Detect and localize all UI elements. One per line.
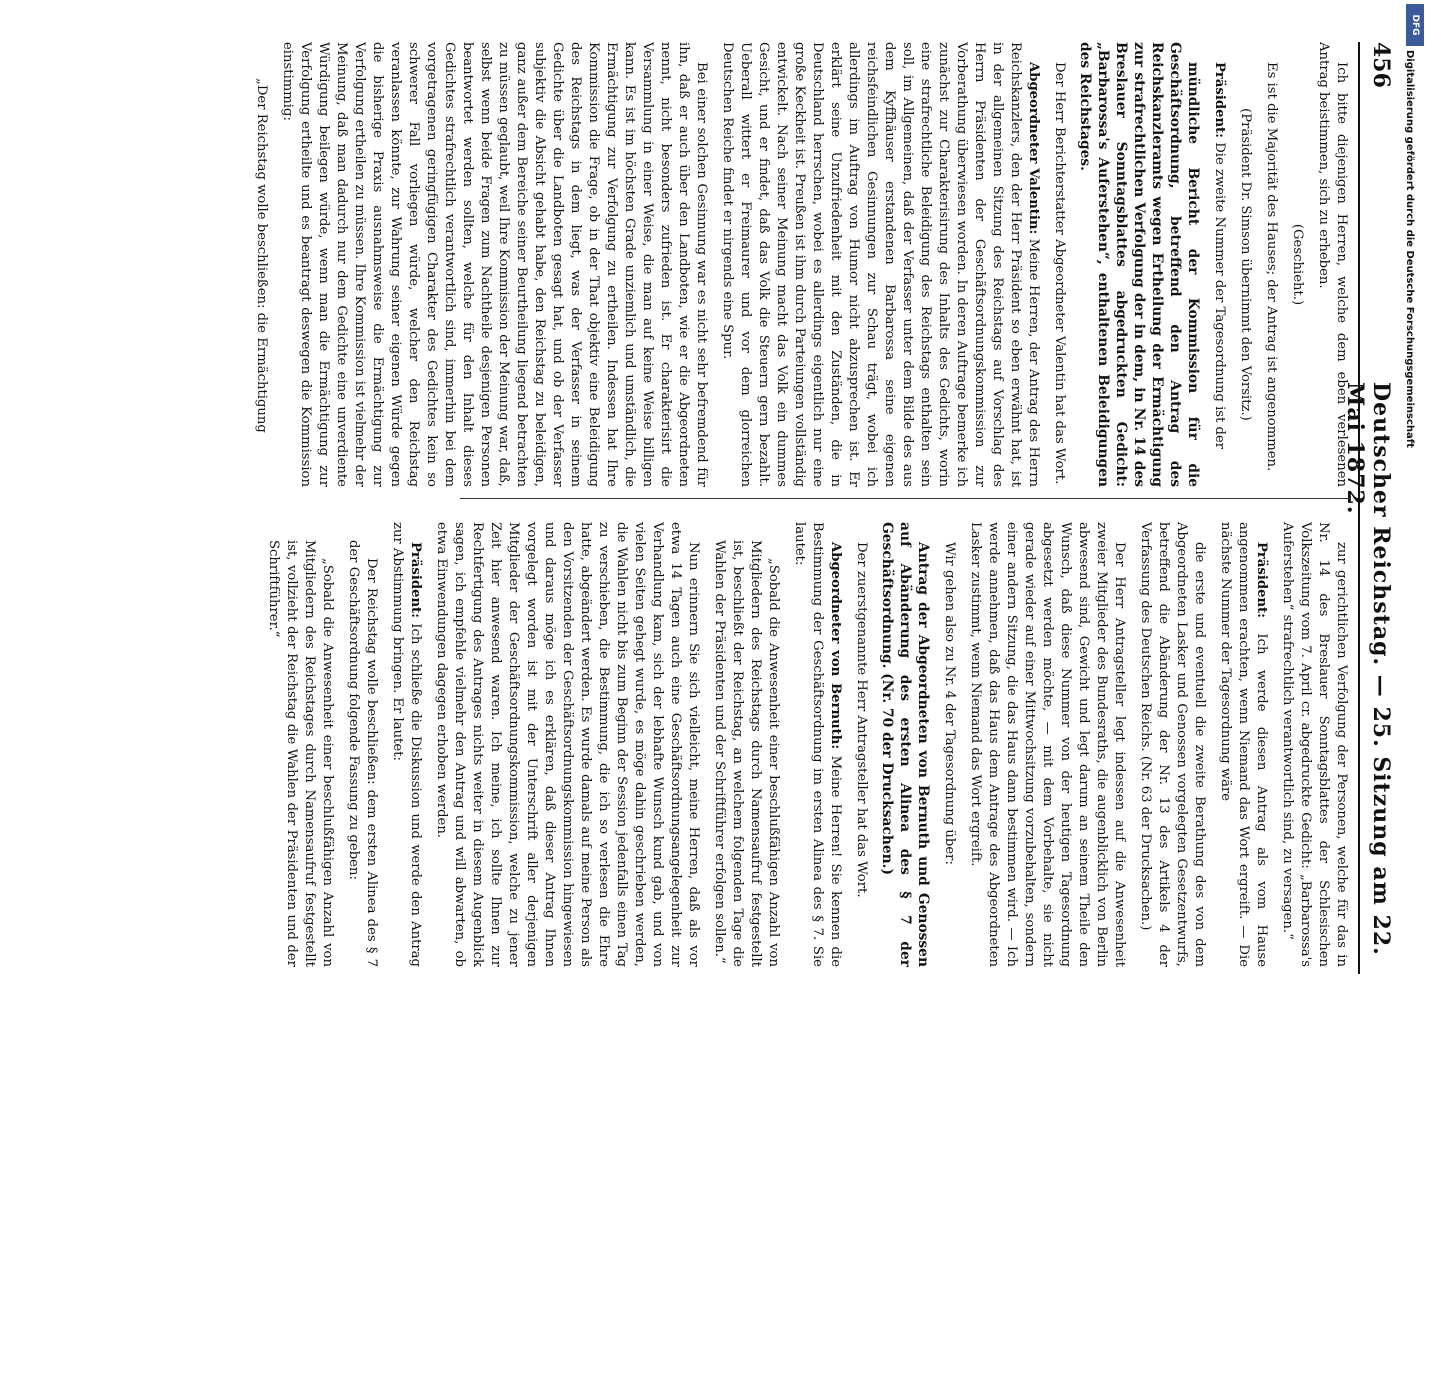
page-number: 456 bbox=[1368, 42, 1394, 88]
column-divider bbox=[460, 498, 1350, 499]
paragraph-text: (Geschieht.) bbox=[1290, 223, 1305, 306]
paragraph bbox=[1210, 42, 1228, 487]
left-column bbox=[244, 42, 1350, 487]
paragraph bbox=[966, 522, 1128, 967]
paragraph-text: Die zweite Nummer der Tagesordnung ist der bbox=[1212, 138, 1227, 450]
paragraph bbox=[1136, 522, 1208, 967]
speaker-label: Präsident: bbox=[1254, 542, 1269, 619]
paragraph-text: die erste und eventuell die zweite Berathung des von dem Abgeordneten Lasker und Genossen vorgelegten Gesetzentwurfs, betreffend die Abänderung der Nr. 13 des Artikels 4 der Verfassung des Deutschen Reichs. (Nr. 63 der Drucksachen.) bbox=[1138, 522, 1207, 967]
paragraph bbox=[852, 522, 870, 967]
paragraph bbox=[940, 522, 958, 967]
dfg-logo: DFG bbox=[1406, 4, 1424, 46]
paragraph-text: Nun erinnern Sie sich vielleicht, meine Herren, daß als vor etwa 14 Tagen auch eine Geschäftsordnungsangelegenheit zur Verhandlung kam, sich der lebhafte Wunsch kund gab, und von vielen Seiten gehegt wurde, es möge dahin geschrieben werden, die Wahlen nicht bis zum Beginn der Session jedenfalls einen Tag zu verschieben, die Bestimmung, die ich so verlesen die Ehre hatte, abgeändert werden. Es wurde damals auf meine Person als den Vorsitzenden der Geschäftsordnungskommission hingewiesen und daraus möge ich es erklären, daß dieser Antrag Ihnen vorgelegt worden ist mit der Unterschrift aller derjenigen Mitglieder der Geschäftsordnungskommission, welche zu jener Zeit hier anwesend waren. Ich meine, ich sollte Ihnen zur Rechtfertigung des Antrages nichts weiter in diesem Augenblick sagen, ich empfehle vielmehr den Antrag und will abwarten, ob etwa Einwendungen dagegen erhoben werden. bbox=[434, 522, 701, 967]
paragraph-text: Wir gehen also zu Nr. 4 der Tagesordnung über: bbox=[942, 542, 957, 865]
paragraph bbox=[1050, 42, 1068, 487]
digitization-credit: Digitalisierung gefördert durch die Deutsche Forschungsgemeinschaft bbox=[1404, 50, 1415, 448]
paragraph bbox=[1076, 42, 1202, 487]
right-column bbox=[256, 522, 1350, 967]
speaker-label: Präsident: bbox=[408, 542, 423, 619]
paragraph bbox=[718, 42, 1042, 487]
paragraph-text: Meine Herren, der Antrag des Herrn Reichskanzlers, den der Herr Präsident so eben erwähnt hat, ist in der allgemeinen Sitzung des Reichstags auf Vorschlag des Herrn Präsidenten der Geschäftsordnungskommission zur Vorberathung überwiesen worden. In deren Auftrage bemerke ich zunächst zur Charakterisirung des Inhalts des Gedichts, worin eine strafrechtliche Beleidigung des Reichstags enthalten sein soll, im Allgemeinen, daß der Verfasser unter dem Bilde des aus dem Kyffhäuser erstandenen Barbarossa seine eigenen reichsfeindlichen Gesinnungen zur Schau trägt, wobei ich allerdings im Auftrag von Humor nicht abzusprechen ist. Er erklärt seine Unzufriedenheit mit den Zuständen, die in Deutschland herrschen, wobei es allerdings eigentlich nur eine große Keckheit ist. Preußen ist ihm durch Parteiungen vollständig entwickelt. Nach seiner Meinung macht das Volk ein dummes Gesicht, und er findet, daß das Volk die Steuern gern bezahlt. Ueberall wittert er Freimaurer und vor dem glorreichen Deutschen Reiche findet er nirgends eine Spur. bbox=[720, 42, 1041, 487]
paragraph bbox=[1236, 42, 1254, 487]
paragraph bbox=[1314, 42, 1350, 487]
paragraph bbox=[252, 60, 270, 487]
paragraph-text: Der Herr Berichterstatter Abgeordneter Valentin hat das Wort. bbox=[1052, 62, 1067, 485]
paragraph-text: „Der Reichstag wolle beschließen: die Ermächtigung bbox=[254, 78, 269, 433]
paragraph-text: Meine Herren! Sie kennen die Bestimmung der Geschäftsordnung im ersten Alinea des § 7. Sie lautet: bbox=[792, 522, 843, 967]
paragraph-text: Ich bitte diejenigen Herren, welche dem eben verlesenen Antrag beistimmen, sich zu erheben. bbox=[1316, 42, 1349, 487]
paragraph bbox=[432, 522, 702, 967]
paragraph bbox=[878, 522, 932, 967]
paragraph-text: Bei einer solchen Gesinnung war es nicht sehr befremdend für ihn, daß er auch über den Landboten, wie er die Abgeordneten nennt, nicht besonders zufrieden ist. Er charakterisirt die Versammlung in einer Weise, die man auf keine Weise billigen kann. Es ist im höchsten Grade unziemlich und umständlich, die Ermächtigung zur Verfolgung zu ertheilen. Indessen hat Ihre Kommission die Frage, ob in der That objektiv eine Beleidigung des Reichstags in dem liegt, was der Verfasser in seinem Gedichte über die Landboten gesagt hat, und ob der Verfasser subjektiv die Absicht gehabt habe, den Reichstag zu beleidigen, ganz außer dem Bereiche seiner Beurtheilung liegend betrachten zu müssen geglaubt, weil Ihre Kommission der Meinung war, daß, selbst wenn beide Fragen zum Nachtheile desjenigen Personen beantwortet werden sollten, welche für den Inhalt dieses Gedichtes strafrechtlich verantwortlich sind, immerhin bei dem vorgetragenen geringfügigen Charakter des Gedichtes kein so schwerer Fall vorliegen würde, welcher den Reichstag veranlassen könnte, zur Wahrung seiner eigenen Würde gegen die bisherige Praxis ausnahmsweise die Ermächtigung zur Verfolgung ertheilen zu müssen. Ihre Kommission ist vielmehr der Meinung, daß man dadurch nur dem Gedichte eine unverdiente Würdigung beilegen würde, wenn man die Ermächtigung zur Verfolgung ertheilte und es beantragt deswegen die Kommission einstimmig: bbox=[280, 42, 709, 487]
paragraph-text: zur gerichtlichen Verfolgung der Personen, welche für das in Nr. 14 des Breslauer Sonntagsblattes der Schlesischen Volkszeitung vom 7. April cr. abgedruckte Gedicht: „Barbarossa's Auferstehen“ strafrechtlich verantwortlich sind, zu versagen.“ bbox=[1280, 522, 1349, 967]
paragraph bbox=[264, 540, 336, 967]
speaker-label: Präsident: bbox=[1212, 62, 1227, 139]
paragraph bbox=[1216, 522, 1270, 967]
rotated-page bbox=[25, 2, 1410, 1002]
paragraph-text: Ich werde diesen Antrag als vom Hause angenommen erachten, wenn Niemand das Wort ergreift. — Die nächste Nummer der Tagesordnung wäre bbox=[1218, 522, 1269, 967]
paragraph-text: Ich schließe die Diskussion und werde den Antrag zur Abstimmung bringen. Er lautet: bbox=[390, 522, 423, 967]
paragraph bbox=[344, 540, 380, 967]
paragraph-text: „Sobald die Anwesenheit einer beschlußfähigen Anzahl von Mitgliedern des Reichstages durch Namensaufruf festgestellt ist, vollzieht der Reichstag die Wahlen der Präsidenten und der Schriftführer.“ bbox=[266, 540, 335, 967]
paragraph-text: Antrag der Abgeordneten von Bernuth und Genossen auf Abänderung des ersten Alinea des § 7 der Geschäftsordnung. (Nr. 70 der Drucksachen.) bbox=[879, 522, 931, 967]
running-title: Deutscher Reichstag. — 25. Sitzung am 22. Mai 1872. bbox=[1342, 382, 1394, 956]
paragraph bbox=[388, 522, 424, 967]
speaker-label: Abgeordneter Valentin: bbox=[1026, 62, 1041, 235]
paragraph-text: Der zuerstgenannte Herr Antragsteller hat das Wort. bbox=[854, 542, 869, 898]
paragraph-text: mündliche Bericht der Kommission für die Geschäftsordnung, betreffend den Antrag des Reichskanzleramts wegen Ertheilung der Ermächtigung zur strafrechtlichen Verfolgung der in dem, in Nr. 14 des Breslauer Sonntagsblattes abgedruckten Gedicht: „Barbarossa's Auferstehen“, enthaltenen Beleidigungen des Reichstages. bbox=[1077, 42, 1201, 487]
paragraph bbox=[1278, 522, 1350, 967]
paragraph bbox=[278, 42, 710, 487]
scanned-page-area bbox=[25, 2, 1394, 1387]
paragraph bbox=[1288, 42, 1306, 487]
paragraph bbox=[710, 540, 782, 967]
paragraph-text: (Präsident Dr. Simson übernimmt den Vorsitz.) bbox=[1238, 108, 1253, 421]
speaker-label: Abgeordneter von Bernuth: bbox=[828, 542, 843, 750]
paragraph-text: Es ist die Majorität des Hauses; der Antrag ist angenommen. bbox=[1264, 62, 1279, 472]
paragraph-text: Der Reichstag wolle beschließen: dem ersten Alinea des § 7 der Geschäftsordnung folgende Fassung zu geben: bbox=[346, 540, 379, 967]
paragraph bbox=[1262, 42, 1280, 487]
paragraph-text: „Sobald die Anwesenheit einer beschlußfähigen Anzahl von Mitgliedern des Reichstags durch Namensaufruf festgestellt ist, beschließt der Reichstag, an welchem folgenden Tage die Wahlen der Präsidenten und der Schriftführer erfolgen sollen.“ bbox=[712, 540, 781, 967]
digitization-rail bbox=[1396, 0, 1432, 1000]
paragraph bbox=[790, 522, 844, 967]
paragraph-text: Der Herr Antragsteller legt indessen auf die Anwesenheit zweier Mitglieder des Bundesraths, die augenblicklich von Berlin abwesend sind, Gewicht und legt darum an seinem Theile den Wunsch, daß diese Nummer von der heutigen Tagesordnung abgesetzt werden möchte, — mit dem Vorbehalte, sie nicht gerade wieder auf einer Mittwochsitzung vorzubehalten, sondern einer andern Sitzung, die das Haus dann bestimmen wird. — Ich werde annehmen, daß das Haus dem Antrage des Abgeordneten Lasker zustimmt, wenn Niemand das Wort ergreift. bbox=[968, 522, 1127, 967]
